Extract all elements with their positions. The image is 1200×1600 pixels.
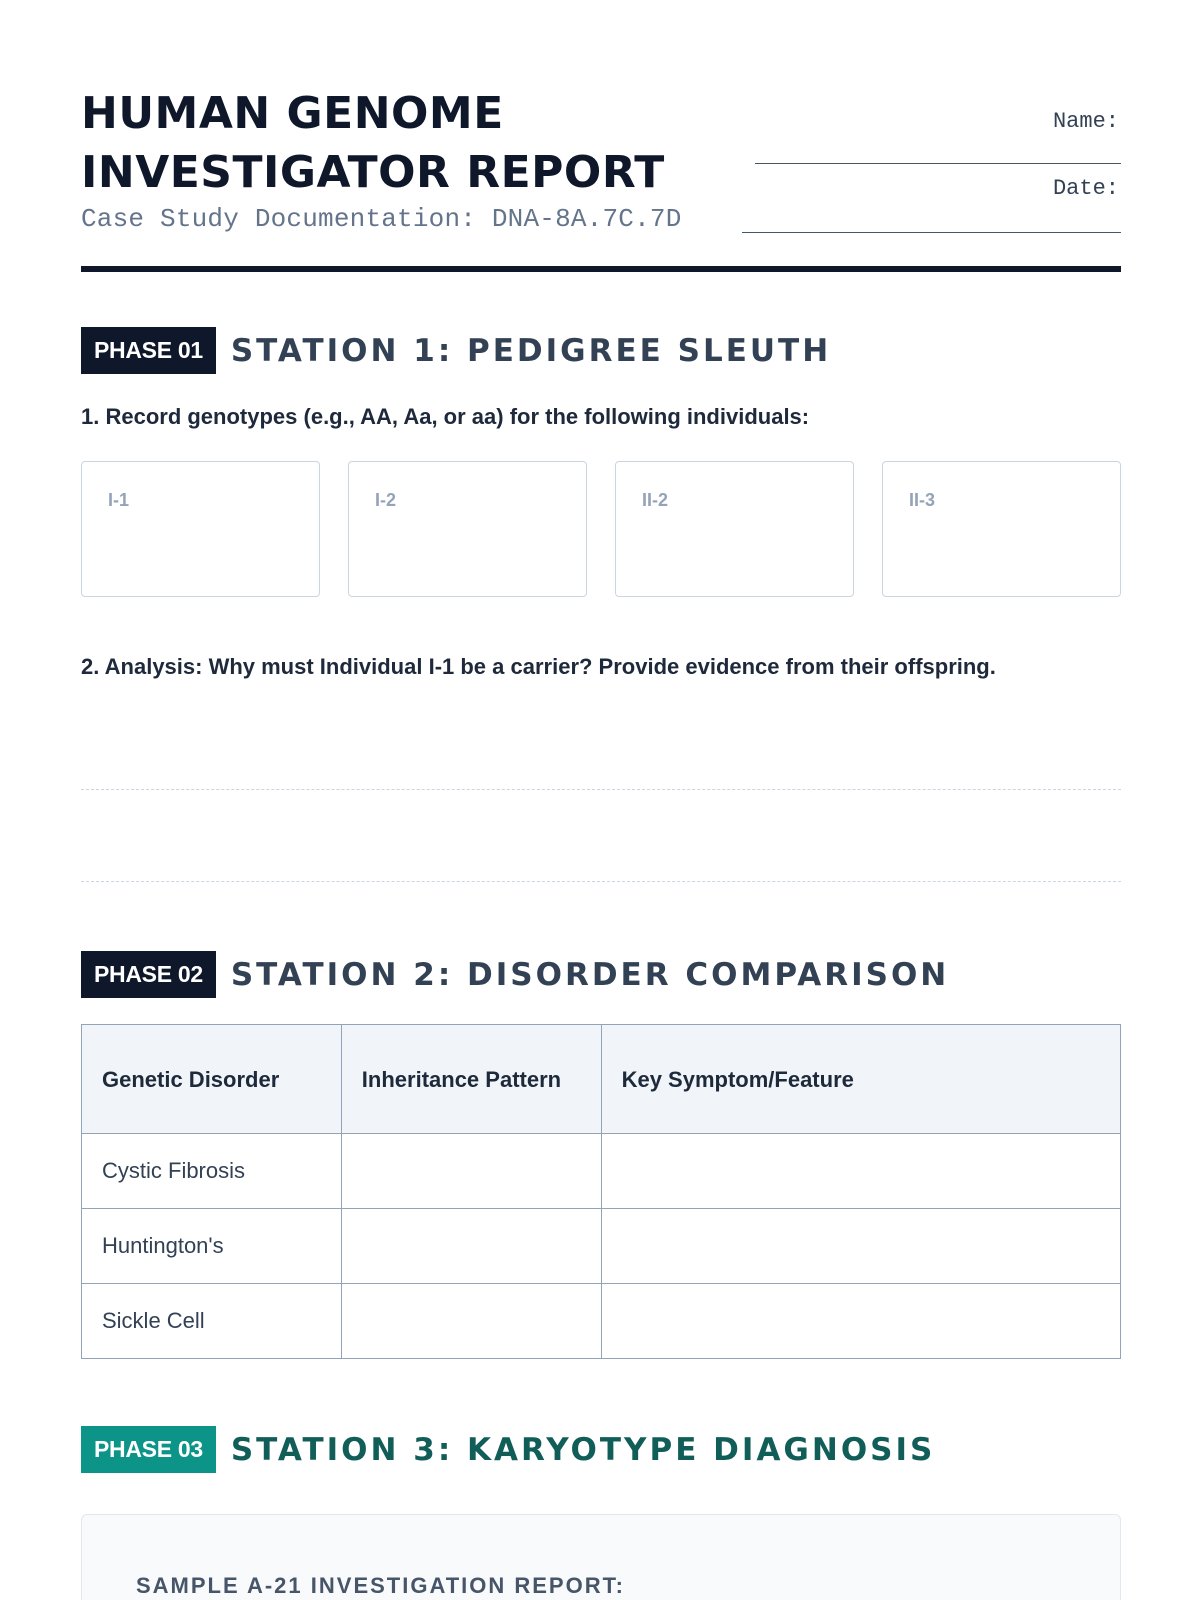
station-3-title: STATION 3: KARYOTYPE DIAGNOSIS xyxy=(230,1431,936,1468)
genotype-boxes xyxy=(81,461,1121,597)
report-header xyxy=(81,84,1121,274)
sample-report-title: SAMPLE A-21 INVESTIGATION REPORT: xyxy=(136,1573,625,1598)
report-subtitle: Case Study Documentation: DNA-8A.7C.7D xyxy=(81,204,682,234)
genotype-box-II-3[interactable] xyxy=(882,461,1121,597)
column-header-disorder: Genetic Disorder xyxy=(82,1025,342,1134)
inheritance-cell[interactable] xyxy=(341,1134,601,1209)
table-header-row xyxy=(82,1025,1121,1134)
station-1-title: STATION 1: PEDIGREE SLEUTH xyxy=(230,332,832,369)
disorder-table xyxy=(81,1024,1121,1359)
station-2-title: STATION 2: DISORDER COMPARISON xyxy=(230,956,950,993)
genotype-box-I-2[interactable] xyxy=(348,461,587,597)
question-1: 1. Record genotypes (e.g., AA, Aa, or aa) for the following individuals: xyxy=(81,404,810,429)
genotype-box-II-2[interactable] xyxy=(615,461,854,597)
station-2-heading xyxy=(81,951,949,998)
column-header-inheritance: Inheritance Pattern xyxy=(341,1025,601,1134)
disorder-name: Huntington's xyxy=(82,1209,342,1284)
answer-line-1[interactable] xyxy=(81,789,1121,790)
report-title xyxy=(81,84,665,202)
header-divider xyxy=(81,266,1121,272)
table-row xyxy=(82,1209,1121,1284)
phase-01-badge: PHASE 01 xyxy=(81,327,216,374)
station-1-heading xyxy=(81,327,831,374)
title-line-2: INVESTIGATOR REPORT xyxy=(81,147,665,198)
genotype-box-label: I-2 xyxy=(375,490,397,510)
table-row xyxy=(82,1284,1121,1359)
disorder-name: Sickle Cell xyxy=(82,1284,342,1359)
title-line-1: HUMAN GENOME xyxy=(81,88,504,139)
name-field[interactable] xyxy=(755,163,1121,164)
symptom-cell[interactable] xyxy=(601,1284,1120,1359)
station-3-heading xyxy=(81,1426,935,1473)
genotype-box-label: II-2 xyxy=(642,490,669,510)
disorder-name: Cystic Fibrosis xyxy=(82,1134,342,1209)
genotype-box-label: II-3 xyxy=(909,490,936,510)
phase-02-badge: PHASE 02 xyxy=(81,951,216,998)
genotype-box-label: I-1 xyxy=(108,490,130,510)
inheritance-cell[interactable] xyxy=(341,1284,601,1359)
symptom-cell[interactable] xyxy=(601,1209,1120,1284)
answer-line-2[interactable] xyxy=(81,881,1121,882)
date-label: Date: xyxy=(1052,176,1119,201)
symptom-cell[interactable] xyxy=(601,1134,1120,1209)
inheritance-cell[interactable] xyxy=(341,1209,601,1284)
phase-03-badge: PHASE 03 xyxy=(81,1426,216,1473)
sample-report-panel xyxy=(81,1514,1121,1600)
name-label: Name: xyxy=(1052,109,1119,134)
date-field[interactable] xyxy=(742,232,1121,233)
table-row xyxy=(82,1134,1121,1209)
genotype-box-I-1[interactable] xyxy=(81,461,320,597)
column-header-symptom: Key Symptom/Feature xyxy=(601,1025,1120,1134)
question-2: 2. Analysis: Why must Individual I-1 be a carrier? Provide evidence from their offspring. xyxy=(81,654,996,679)
